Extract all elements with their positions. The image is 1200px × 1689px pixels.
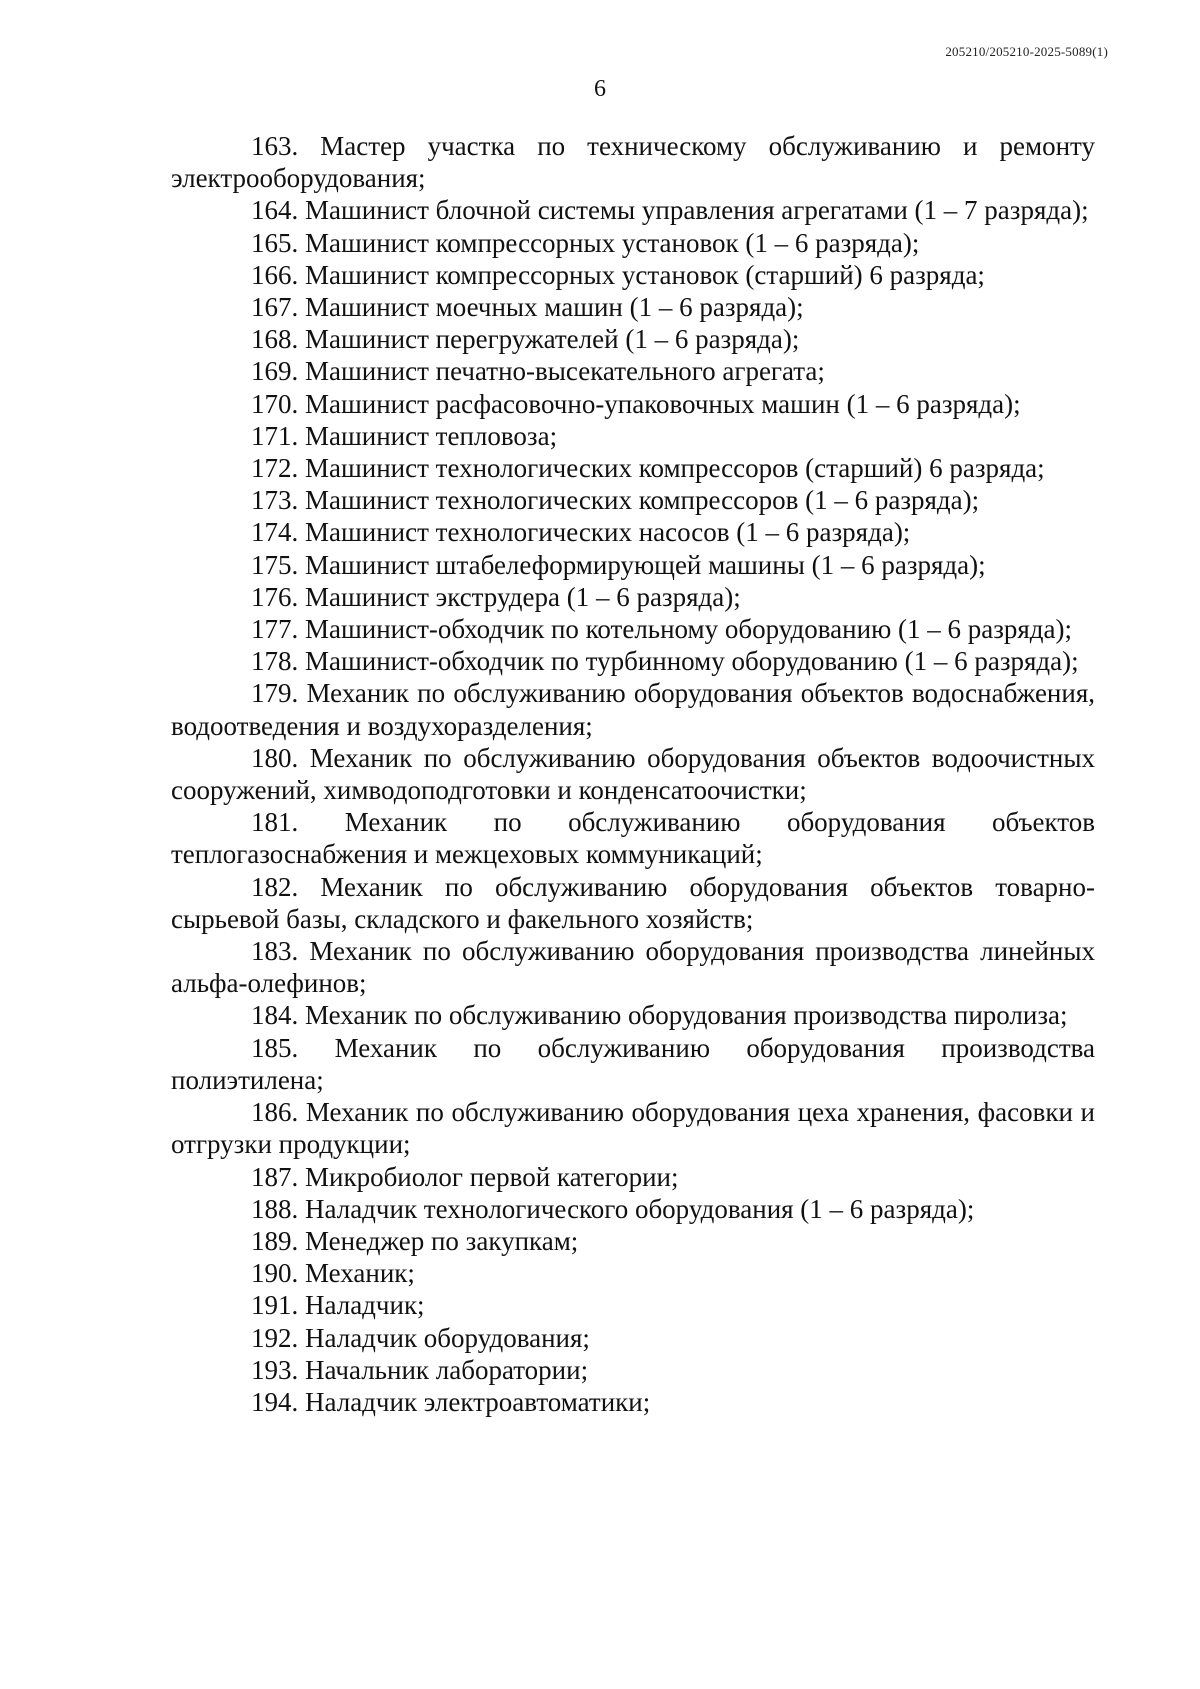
item-number: 177. — [251, 614, 299, 645]
page-number: 6 — [594, 76, 606, 102]
list-item — [171, 871, 1095, 935]
item-number: 169. — [251, 356, 299, 387]
item-number: 194. — [251, 1386, 299, 1417]
item-text: Наладчик электроавтоматики; — [305, 1386, 651, 1417]
item-number: 186. — [251, 1097, 299, 1128]
item-text: Машинист блочной системы управления агрегатами (1 – 7 разряда); — [305, 195, 1089, 226]
list-item — [171, 1354, 1095, 1386]
item-number: 189. — [251, 1225, 299, 1256]
list-item — [171, 323, 1095, 355]
item-number: 192. — [251, 1322, 299, 1353]
item-number: 170. — [251, 388, 299, 419]
item-number: 184. — [251, 1000, 299, 1031]
list-item — [171, 420, 1095, 452]
item-text: Наладчик оборудования; — [305, 1322, 590, 1353]
item-text: Микробиолог первой категории; — [305, 1161, 679, 1192]
item-text: Машинист компрессорных установок (старший) 6 разряда; — [305, 259, 985, 290]
list-item — [171, 549, 1095, 581]
item-number: 175. — [251, 549, 299, 580]
item-text: Машинист технологических компрессоров (старший) 6 разряда; — [305, 453, 1045, 484]
item-number: 179. — [251, 678, 299, 709]
item-text: Начальник лаборатории; — [305, 1354, 589, 1385]
list-item — [171, 806, 1095, 870]
item-text: Машинист-обходчик по турбинному оборудованию (1 – 6 разряда); — [305, 646, 1079, 677]
list-item — [171, 1032, 1095, 1096]
list-item — [171, 259, 1095, 291]
item-text: Наладчик; — [305, 1290, 425, 1321]
list-item — [171, 742, 1095, 806]
item-number: 182. — [251, 871, 299, 902]
item-number: 180. — [251, 742, 299, 773]
list-item — [171, 1289, 1095, 1321]
list-item — [171, 581, 1095, 613]
list-item — [171, 613, 1095, 645]
item-text: Машинист экструдера (1 – 6 разряда); — [305, 581, 741, 612]
list-item — [171, 677, 1095, 741]
item-text: Машинист технологических компрессоров (1 – 6 разряда); — [305, 485, 980, 516]
item-number: 193. — [251, 1354, 299, 1385]
item-text: Менеджер по закупкам; — [305, 1225, 579, 1256]
item-number: 181. — [251, 807, 299, 838]
item-text: Наладчик технологического оборудования (1 – 6 разряда); — [305, 1193, 975, 1224]
list-item — [171, 1096, 1095, 1160]
item-number: 173. — [251, 485, 299, 516]
document-id: 205210/205210-2025-5089(1) — [945, 44, 1108, 59]
item-text: Машинист технологических насосов (1 – 6 разряда); — [305, 517, 911, 548]
list-item — [171, 645, 1095, 677]
item-number: 167. — [251, 292, 299, 323]
list-item — [171, 999, 1095, 1031]
item-number: 168. — [251, 324, 299, 355]
list-item — [171, 291, 1095, 323]
list-item — [171, 452, 1095, 484]
list-item — [171, 1322, 1095, 1354]
item-text: Машинист тепловоза; — [305, 420, 558, 451]
item-number: 176. — [251, 581, 299, 612]
list-item — [171, 355, 1095, 387]
item-text: Механик по обслуживанию оборудования объектов теплогазоснабжения и межцеховых коммуникаций; — [171, 807, 1095, 870]
item-number: 163. — [251, 131, 299, 161]
item-text: Машинист расфасовочно-упаковочных машин (1 – 6 разряда); — [305, 388, 1021, 419]
item-text: Механик по обслуживанию оборудования цеха хранения, фасовки и отгрузки продукции; — [171, 1097, 1095, 1160]
item-number: 174. — [251, 517, 299, 548]
item-text: Машинист компрессорных установок (1 – 6 разряда); — [305, 227, 920, 258]
item-number: 166. — [251, 259, 299, 290]
item-text: Машинист штабелеформирующей машины (1 – 6 разряда); — [305, 549, 986, 580]
item-number: 165. — [251, 227, 299, 258]
item-text: Механик по обслуживанию оборудования объектов водоснабжения, водоотведения и воздухоразделения; — [171, 678, 1095, 741]
list-item — [171, 194, 1095, 226]
item-text: Машинист перегружателей (1 – 6 разряда); — [305, 324, 800, 355]
item-number: 185. — [251, 1032, 299, 1063]
item-number: 164. — [251, 195, 299, 226]
list-item — [171, 1193, 1095, 1225]
list-item — [171, 516, 1095, 548]
list-item — [171, 130, 1095, 194]
item-text: Машинист моечных машин (1 – 6 разряда); — [305, 292, 804, 323]
item-text: Механик; — [305, 1258, 415, 1289]
item-text: Машинист печатно-высекательного агрегата; — [305, 356, 825, 387]
list-item — [171, 935, 1095, 999]
item-number: 178. — [251, 646, 299, 677]
list-item — [171, 1161, 1095, 1193]
item-text: Механик по обслуживанию оборудования производства линейных альфа-олефинов; — [171, 936, 1096, 999]
item-text: Машинист-обходчик по котельному оборудованию (1 – 6 разряда); — [305, 614, 1073, 645]
item-number: 191. — [251, 1290, 299, 1321]
list-item — [171, 1257, 1095, 1289]
profession-list — [171, 130, 1095, 1418]
item-number: 187. — [251, 1161, 299, 1192]
list-item — [171, 484, 1095, 516]
list-item — [171, 1386, 1095, 1418]
item-number: 183. — [251, 936, 299, 967]
item-text: Механик по обслуживанию оборудования объектов водоочистных сооружений, химводоподготовки и конденсатоочистки; — [171, 742, 1095, 806]
item-number: 171. — [251, 420, 299, 451]
item-number: 190. — [251, 1258, 299, 1289]
item-text: Механик по обслуживанию оборудования производства пиролиза; — [305, 1000, 1068, 1031]
list-item — [171, 388, 1095, 420]
list-item — [171, 227, 1095, 259]
item-text: Механик по обслуживанию оборудования объектов товарно-сырьевой базы, складского и факельного хозяйств; — [171, 871, 1095, 934]
item-number: 188. — [251, 1193, 299, 1224]
list-item — [171, 1225, 1095, 1257]
item-text: Механик по обслуживанию оборудования производства полиэтилена; — [171, 1032, 1095, 1095]
item-number: 172. — [251, 453, 299, 484]
item-text: Мастер участка по техническому обслуживанию и ремонту электрооборудования; — [171, 131, 1095, 194]
